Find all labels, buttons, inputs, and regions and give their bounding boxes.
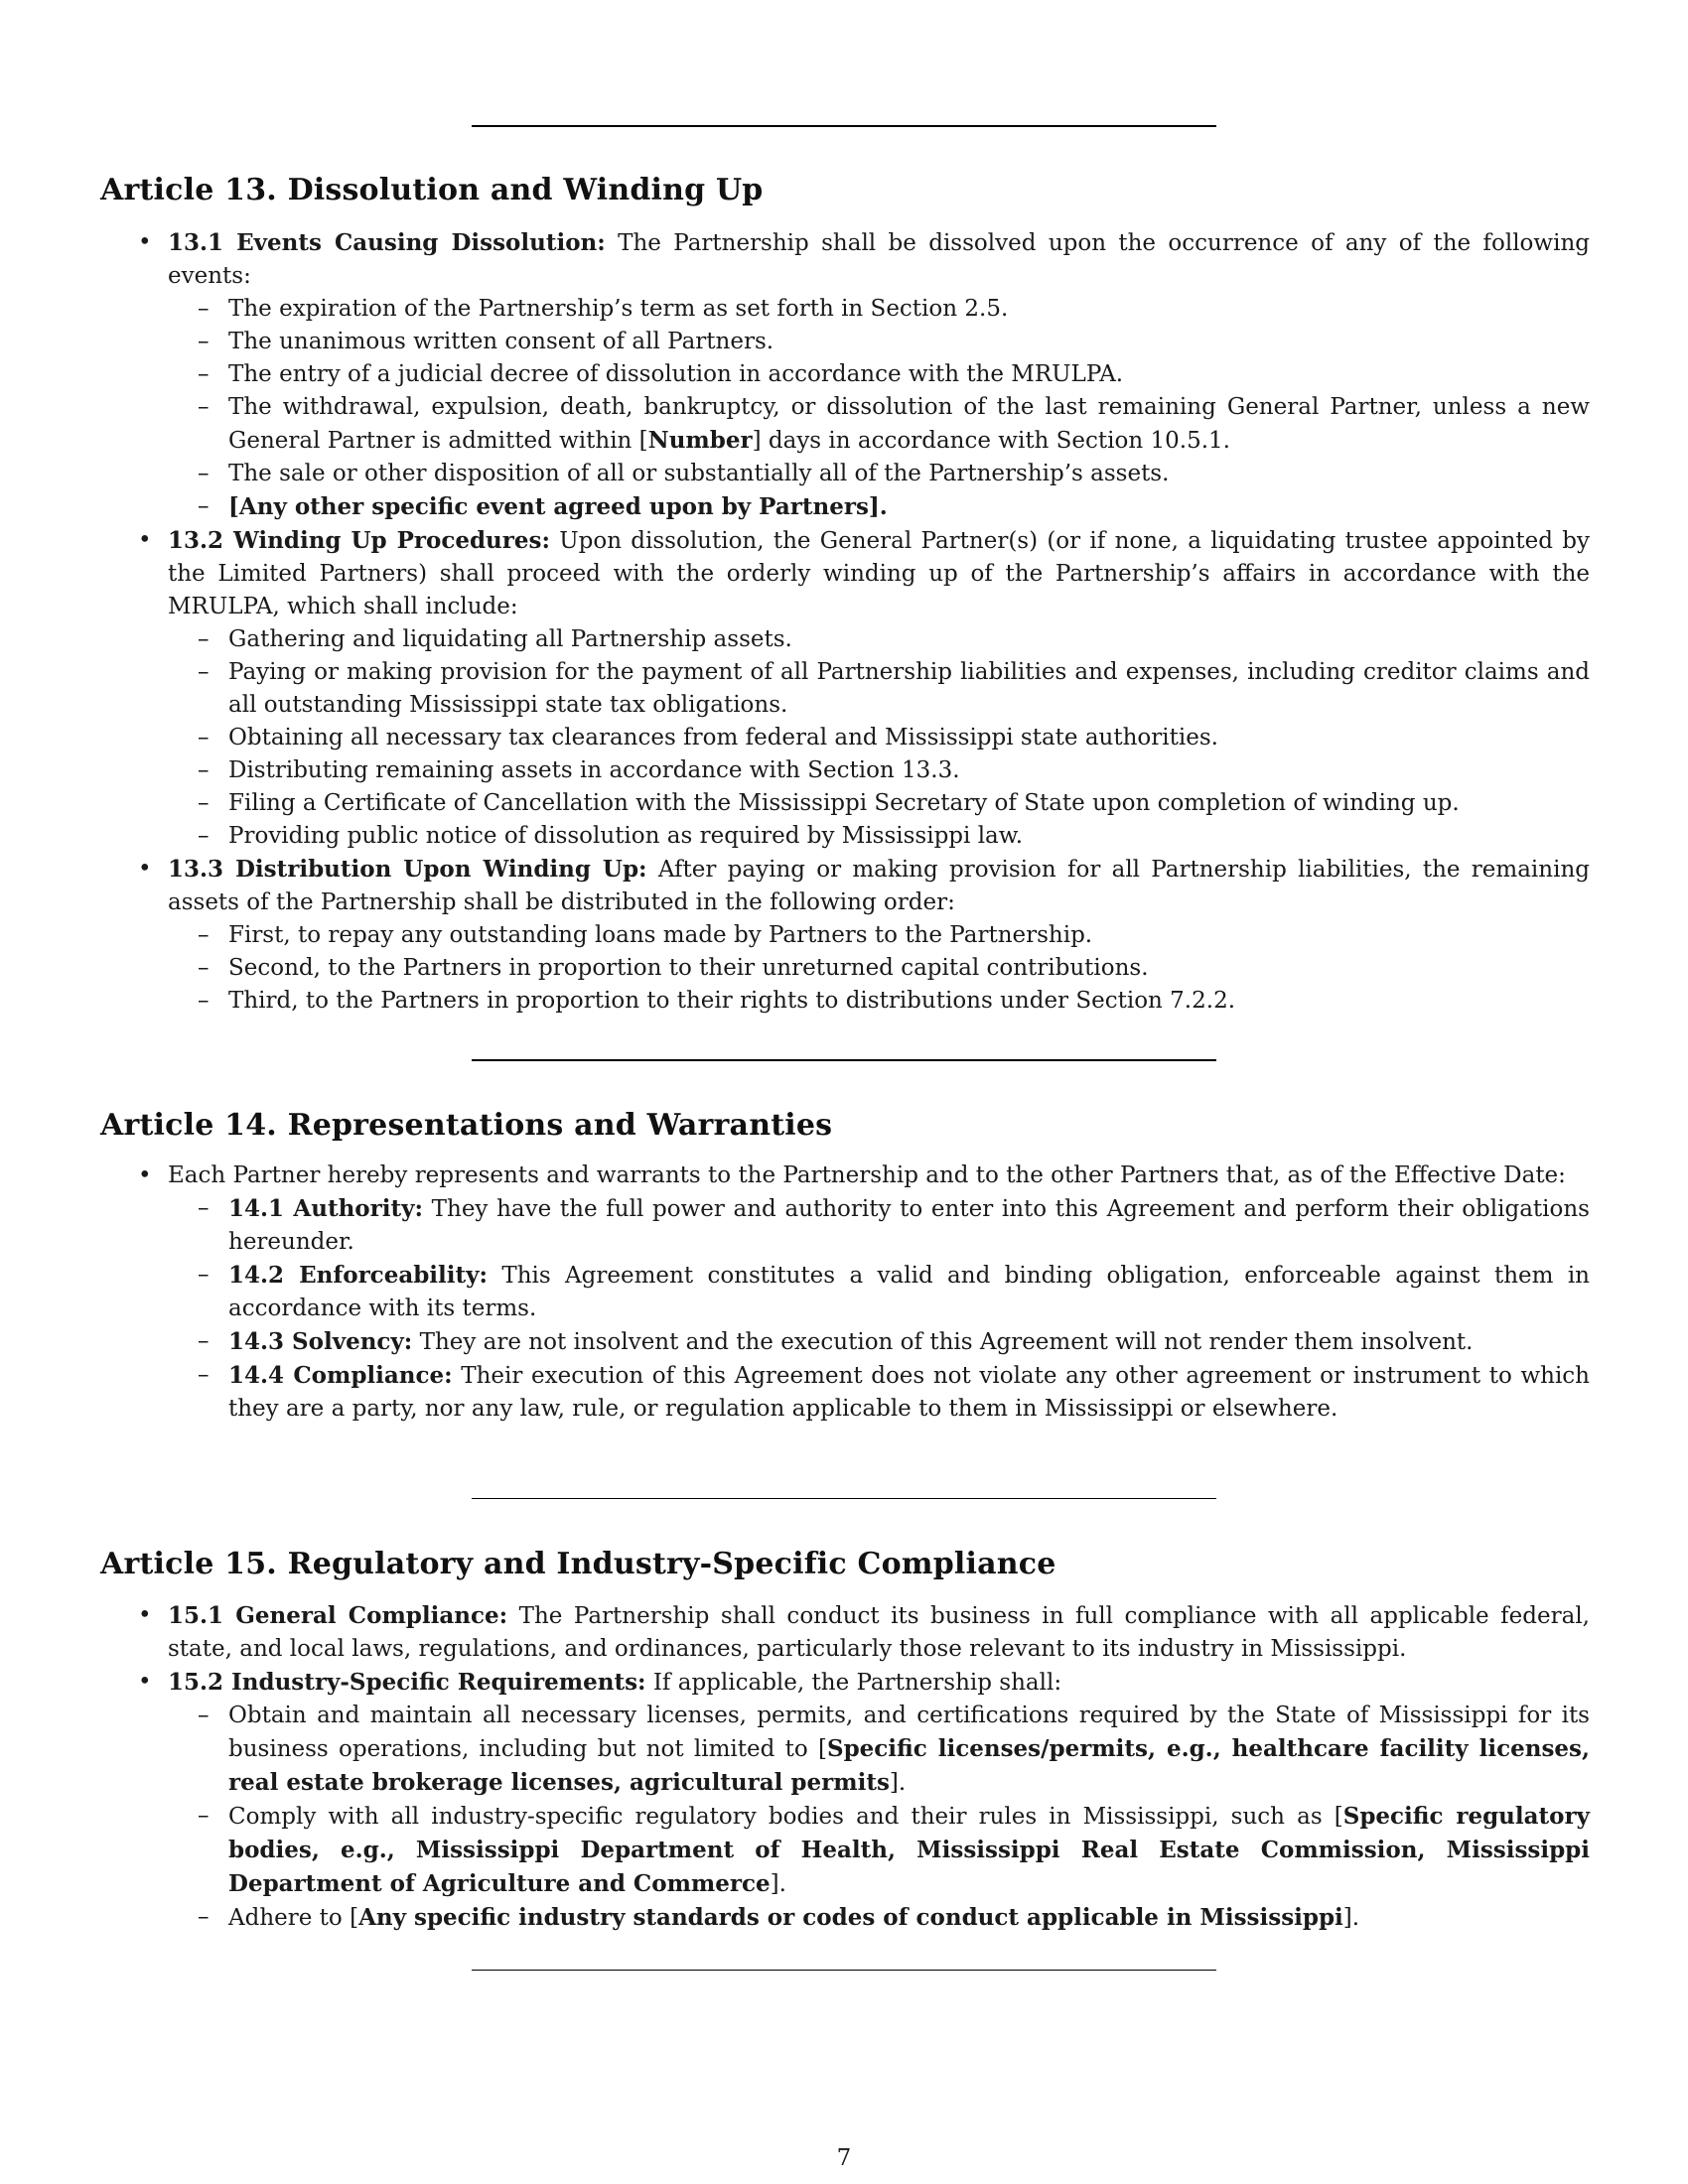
sub-list-item xyxy=(168,1259,1590,1325)
sub-item-text: Second, to the Partners in proportion to their unreturned capital contributions. xyxy=(228,955,1149,981)
placeholder-text: Any specific industry standards or codes of conduct applicable in Mississippi xyxy=(358,1904,1343,1931)
list-item xyxy=(100,1666,1590,1935)
sub-list-item xyxy=(168,656,1590,722)
dash-icon: – xyxy=(198,659,210,685)
dash-icon: – xyxy=(198,1803,210,1829)
sub-list-item xyxy=(168,1700,1590,1800)
sub-list-item xyxy=(168,919,1590,952)
section-divider xyxy=(472,1498,1216,1499)
dash-icon: – xyxy=(198,988,210,1014)
sub-item-text: ]. xyxy=(1342,1905,1360,1931)
clause-label: 13.3 Distribution Upon Winding Up: xyxy=(168,856,647,883)
sub-list-item xyxy=(168,754,1590,787)
clause-text: The Partnership shall conduct its business in full compliance with all applicable federal, state, and local laws, regulations, and ordinances, particularly those relevant to its industry in Mississippi. xyxy=(168,1603,1590,1662)
clause-text: Upon dissolution, the General Partner(s) (or if none, a liquidating trustee appointed by the Limited Partners) shall proceed with the orderly winding up of the Partnership’s affairs in accordance with the MRULPA, which shall include: xyxy=(168,528,1590,619)
clause-label: 14.4 Compliance: xyxy=(228,1362,453,1389)
page-number: 7 xyxy=(836,2145,852,2171)
dash-icon: – xyxy=(198,461,210,486)
sub-item-text: Paying or making provision for the payment of all Partnership liabilities and expenses, including creditor claims and all outstanding Mississippi state tax obligations. xyxy=(228,659,1590,718)
sub-item-text: Obtain and maintain all necessary licenses, permits, and certifications required by the State of Mississippi for its business operations, including but not limited to [ xyxy=(228,1703,1590,1762)
sub-item-text: They have the full power and authority to enter into this Agreement and perform their obligations hereunder. xyxy=(228,1196,1590,1255)
list-item xyxy=(100,524,1590,853)
sub-list-item xyxy=(168,1325,1590,1359)
sub-list-item xyxy=(168,458,1590,490)
bullet-icon: • xyxy=(138,229,152,255)
list-item xyxy=(100,226,1590,524)
article-13-heading: Article 13. Dissolution and Winding Up xyxy=(100,173,764,207)
sub-list-item xyxy=(168,623,1590,656)
sub-list-item xyxy=(168,326,1590,358)
dash-icon: – xyxy=(198,394,210,420)
dash-icon: – xyxy=(198,1703,210,1728)
article-14-body xyxy=(100,1160,1590,1426)
sub-item-text: Filing a Certificate of Cancellation with the Mississippi Secretary of State upon completion of winding up. xyxy=(228,790,1460,816)
bullet-icon: • xyxy=(138,1162,152,1188)
placeholder-text: Specific regulatory bodies, e.g., Mississippi Department of Health, Mississippi Real Estate Commission, Mississippi Department of Agriculture and Commerce xyxy=(228,1803,1590,1897)
dash-icon: – xyxy=(198,1262,210,1288)
sub-list-item xyxy=(168,1901,1590,1935)
bullet-icon: • xyxy=(138,856,152,882)
article-14-heading: Article 14. Representations and Warranties xyxy=(100,1108,833,1143)
sub-item-text: The sale or other disposition of all or substantially all of the Partnership’s assets. xyxy=(228,461,1170,486)
sub-item-text: Adhere to [ xyxy=(228,1905,359,1931)
sub-item-text: Third, to the Partners in proportion to their rights to distributions under Section 7.2.2. xyxy=(228,988,1236,1014)
dash-icon: – xyxy=(198,1362,210,1388)
sub-item-text: First, to repay any outstanding loans made by Partners to the Partnership. xyxy=(228,922,1093,948)
sub-list-item xyxy=(168,358,1590,391)
section-divider-bottom xyxy=(472,1970,1216,1971)
dash-icon: – xyxy=(198,922,210,948)
clause-text: The Partnership shall be dissolved upon the occurrence of any of the following events: xyxy=(168,230,1590,289)
section-divider-top xyxy=(472,125,1216,127)
dash-icon: – xyxy=(198,329,210,354)
article-13-body xyxy=(100,226,1590,1018)
clause-label: 15.1 General Compliance: xyxy=(168,1602,508,1629)
sub-item-text: The unanimous written consent of all Partners. xyxy=(228,329,774,354)
bullet-icon: • xyxy=(138,527,152,553)
sub-item-text: Distributing remaining assets in accordance with Section 13.3. xyxy=(228,757,960,783)
list-item xyxy=(100,853,1590,1018)
sub-list-item xyxy=(168,391,1590,458)
sub-item-text: ] days in accordance with Section 10.5.1. xyxy=(752,428,1230,454)
sub-item-text: Providing public notice of dissolution as required by Mississippi law. xyxy=(228,823,1024,849)
sub-list-item xyxy=(168,952,1590,985)
dash-icon: – xyxy=(198,757,210,783)
sub-list-item xyxy=(168,490,1590,524)
dash-icon: – xyxy=(198,296,210,322)
clause-label: 14.1 Authority: xyxy=(228,1195,423,1222)
list-item xyxy=(100,1599,1590,1666)
article-15-body xyxy=(100,1599,1590,1935)
sub-list-item xyxy=(168,722,1590,754)
sub-item-text: Gathering and liquidating all Partnership assets. xyxy=(228,626,792,652)
dash-icon: – xyxy=(198,1195,210,1221)
clause-text: After paying or making provision for all Partnership liabilities, the remaining assets of the Partnership shall be distributed in the following order: xyxy=(168,857,1590,915)
sub-list-item xyxy=(168,820,1590,853)
placeholder-text: [Any other specific event agreed upon by Partners]. xyxy=(228,493,888,520)
sub-list-item xyxy=(168,787,1590,820)
clause-label: 13.1 Events Causing Dissolution: xyxy=(168,229,606,256)
section-divider xyxy=(472,1059,1216,1061)
placeholder-text: Number xyxy=(647,427,753,454)
sub-list-item xyxy=(168,1800,1590,1901)
dash-icon: – xyxy=(198,823,210,849)
dash-icon: – xyxy=(198,790,210,816)
sub-item-text: They are not insolvent and the execution of this Agreement will not render them insolvent. xyxy=(412,1329,1474,1355)
sub-item-text: Obtaining all necessary tax clearances from federal and Mississippi state authorities. xyxy=(228,725,1218,751)
dash-icon: – xyxy=(198,493,210,519)
clause-label: 14.2 Enforceability: xyxy=(228,1262,488,1289)
sub-list-item xyxy=(168,985,1590,1018)
article-15-heading: Article 15. Regulatory and Industry-Specific Compliance xyxy=(100,1547,1056,1581)
dash-icon: – xyxy=(198,361,210,387)
sub-list-item xyxy=(168,1359,1590,1426)
sub-item-text: ]. xyxy=(889,1770,907,1796)
clause-text: Each Partner hereby represents and warrants to the Partnership and to the other Partners that, as of the Effective Date: xyxy=(168,1162,1566,1188)
clause-label: 14.3 Solvency: xyxy=(228,1328,413,1355)
dash-icon: – xyxy=(198,1904,210,1930)
clause-label: 13.2 Winding Up Procedures: xyxy=(168,527,550,554)
sub-list-item xyxy=(168,293,1590,326)
sub-item-text: The entry of a judicial decree of dissolution in accordance with the MRULPA. xyxy=(228,361,1124,387)
bullet-icon: • xyxy=(138,1669,152,1695)
clause-label: 15.2 Industry-Specific Requirements: xyxy=(168,1669,646,1696)
placeholder-text: Specific licenses/permits, e.g., healthcare facility licenses, real estate brokerage licenses, agricultural permits xyxy=(228,1735,1590,1796)
sub-item-text: Comply with all industry-specific regulatory bodies and their rules in Mississippi, such as [ xyxy=(228,1804,1343,1830)
sub-item-text: This Agreement constitutes a valid and binding obligation, enforceable against them in accordance with its terms. xyxy=(228,1263,1590,1321)
dash-icon: – xyxy=(198,955,210,981)
sub-list-item xyxy=(168,1192,1590,1259)
bullet-icon: • xyxy=(138,1602,152,1628)
list-item xyxy=(100,1160,1590,1426)
sub-item-text: Their execution of this Agreement does not violate any other agreement or instrument to which they are a party, nor any law, rule, or regulation applicable to them in Mississippi or elsewhere. xyxy=(228,1363,1590,1422)
clause-text: If applicable, the Partnership shall: xyxy=(645,1670,1062,1696)
dash-icon: – xyxy=(198,725,210,751)
sub-item-text: ]. xyxy=(770,1871,786,1897)
dash-icon: – xyxy=(198,626,210,652)
dash-icon: – xyxy=(198,1328,210,1354)
sub-item-text: The withdrawal, expulsion, death, bankruptcy, or dissolution of the last remaining General Partner, unless a new General Partner is admitted within [ xyxy=(228,394,1590,454)
sub-item-text: The expiration of the Partnership’s term as set forth in Section 2.5. xyxy=(228,296,1009,322)
